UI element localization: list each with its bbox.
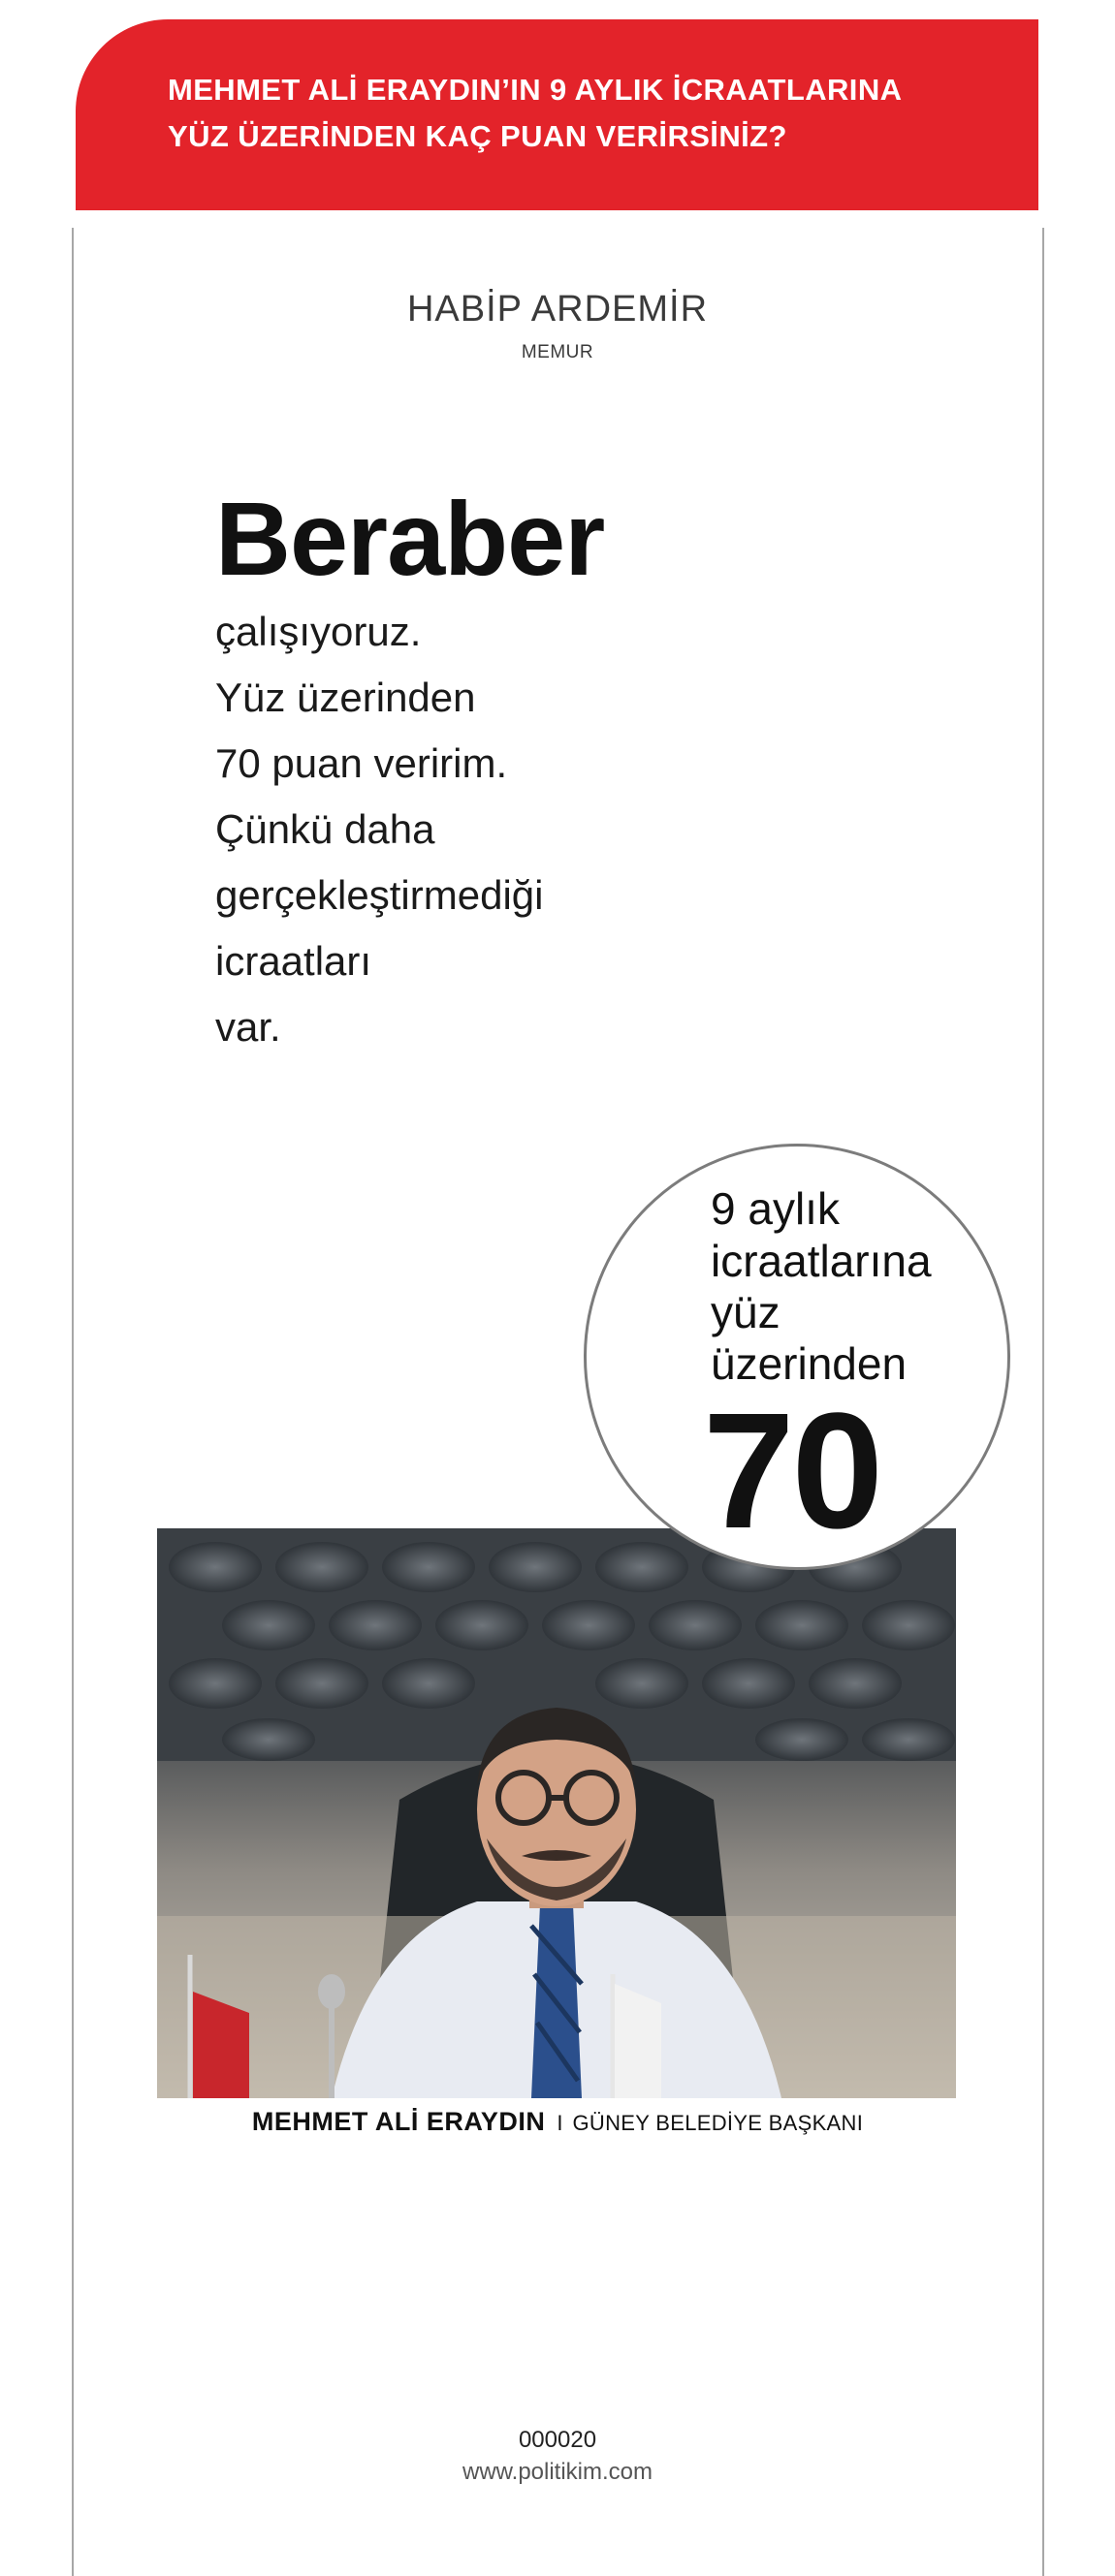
score-badge: [584, 1144, 1010, 1570]
caption-title: GÜNEY BELEDİYE BAŞKANI: [572, 2111, 864, 2135]
frame-left-border: [72, 228, 74, 2576]
quote-body: [215, 599, 543, 1060]
header-title-line-1: MEHMET ALİ ERAYDIN’IN 9 AYLIK İCRAATLARINA: [168, 73, 903, 107]
score-badge-line: icraatlarına: [711, 1236, 932, 1286]
respondent-name: HABİP ARDEMİR: [406, 289, 709, 330]
portrait-photo: [157, 1528, 956, 2098]
footer-url: www.politikim.com: [462, 2459, 653, 2485]
quote-line: icraatları: [215, 938, 372, 984]
caption-name: MEHMET ALİ ERAYDIN: [251, 2107, 546, 2136]
quote-line: Çünkü daha: [215, 806, 435, 852]
score-value: 70: [703, 1379, 881, 1563]
caption-separator: I: [557, 2111, 563, 2135]
quote-lead-word: Beraber: [215, 480, 605, 597]
respondent-role: MEMUR: [521, 342, 594, 362]
footer-code: 000020: [518, 2427, 597, 2453]
score-badge-line: yüz: [711, 1287, 780, 1337]
score-badge-line: 9 aylık: [711, 1183, 840, 1234]
quote-line: çalışıyoruz.: [215, 609, 422, 654]
portrait-illustration: [157, 1528, 956, 2098]
quote-line: var.: [215, 1004, 281, 1050]
header-banner: [76, 19, 1038, 210]
score-badge-line: üzerinden: [711, 1338, 908, 1389]
photo-caption: [0, 2107, 1115, 2137]
quote-line: gerçekleştirmediği: [215, 872, 544, 918]
frame-right-border: [1042, 228, 1044, 2576]
quote-line: Yüz üzerinden: [215, 675, 476, 720]
header-title-line-2: YÜZ ÜZERİNDEN KAÇ PUAN VERİRSİNİZ?: [168, 119, 787, 153]
quote-line: 70 puan veririm.: [215, 740, 508, 786]
